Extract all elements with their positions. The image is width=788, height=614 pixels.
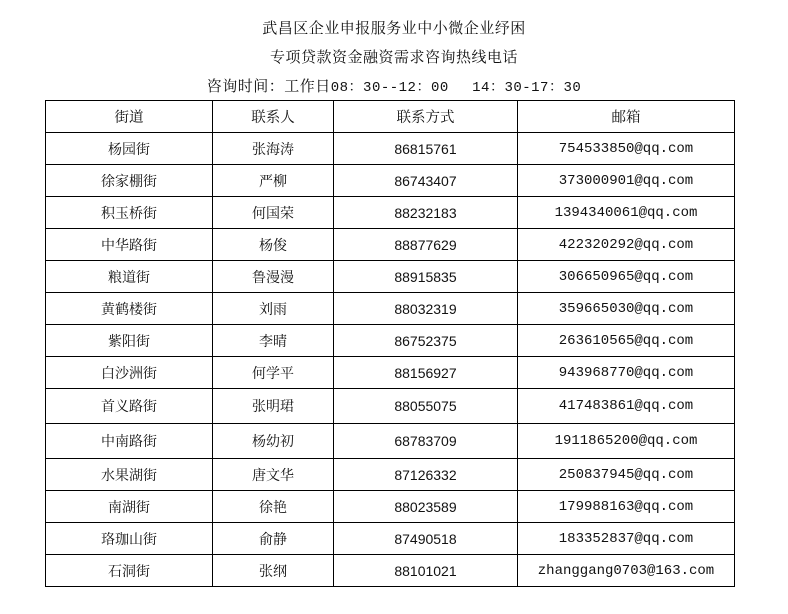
- street-cell: 南湖街: [46, 491, 213, 523]
- header-email: 邮箱: [518, 101, 735, 133]
- contact-cell: 李晴: [213, 325, 334, 357]
- street-cell: 黄鹤楼街: [46, 293, 213, 325]
- email-cell: 373000901@qq.com: [518, 165, 735, 197]
- phone-cell: 88101021: [334, 555, 518, 587]
- street-cell: 积玉桥街: [46, 197, 213, 229]
- email-cell: 417483861@qq.com: [518, 389, 735, 424]
- street-cell: 白沙洲街: [46, 357, 213, 389]
- street-cell: 珞珈山街: [46, 523, 213, 555]
- table-row: [46, 229, 735, 261]
- email-cell: 179988163@qq.com: [518, 491, 735, 523]
- title-line-2: 专项贷款资金融资需求咨询热线电话: [269, 48, 518, 66]
- table-row: [46, 357, 735, 389]
- phone-cell: 88232183: [334, 197, 518, 229]
- table-row: [46, 459, 735, 491]
- phone-cell: 88156927: [334, 357, 518, 389]
- email-cell: 422320292@qq.com: [518, 229, 735, 261]
- email-cell: 359665030@qq.com: [518, 293, 735, 325]
- consult-hours-line: [0, 76, 788, 98]
- table-row: [46, 523, 735, 555]
- contact-cell: 鲁漫漫: [213, 261, 334, 293]
- email-cell: 306650965@qq.com: [518, 261, 735, 293]
- phone-cell: 88023589: [334, 491, 518, 523]
- table-row: [46, 197, 735, 229]
- header-contact: 联系人: [213, 101, 334, 133]
- table-row: [46, 325, 735, 357]
- street-cell: 石洞街: [46, 555, 213, 587]
- email-cell: 754533850@qq.com: [518, 133, 735, 165]
- table-row: [46, 389, 735, 424]
- header-phone: 联系方式: [334, 101, 518, 133]
- contact-cell: 张纲: [213, 555, 334, 587]
- table-row: [46, 133, 735, 165]
- table-row: [46, 555, 735, 587]
- street-cell: 紫阳街: [46, 325, 213, 357]
- email-cell: 263610565@qq.com: [518, 325, 735, 357]
- hotline-table: [45, 100, 735, 587]
- phone-cell: 68783709: [334, 424, 518, 459]
- header-street: 街道: [46, 101, 213, 133]
- table-row: [46, 165, 735, 197]
- phone-cell: 86743407: [334, 165, 518, 197]
- street-cell: 粮道街: [46, 261, 213, 293]
- street-cell: 徐家棚街: [46, 165, 213, 197]
- table-body: [46, 133, 735, 587]
- consult-hours-label: 咨询时间：工作日: [206, 77, 331, 95]
- street-cell: 水果湖街: [46, 459, 213, 491]
- contact-cell: 徐艳: [213, 491, 334, 523]
- email-cell: 943968770@qq.com: [518, 357, 735, 389]
- consult-hours-times: 08：30--12：00 14：30-17：30: [330, 80, 582, 96]
- phone-cell: 86815761: [334, 133, 518, 165]
- street-cell: 中华路街: [46, 229, 213, 261]
- phone-cell: 88877629: [334, 229, 518, 261]
- phone-cell: 88055075: [334, 389, 518, 424]
- contact-cell: 杨俊: [213, 229, 334, 261]
- phone-cell: 88915835: [334, 261, 518, 293]
- table-row: [46, 424, 735, 459]
- contact-cell: 俞静: [213, 523, 334, 555]
- contact-cell: 刘雨: [213, 293, 334, 325]
- contact-cell: 唐文华: [213, 459, 334, 491]
- contact-cell: 何学平: [213, 357, 334, 389]
- street-cell: 中南路街: [46, 424, 213, 459]
- email-cell: 183352837@qq.com: [518, 523, 735, 555]
- phone-cell: 87126332: [334, 459, 518, 491]
- contact-cell: 张明珺: [213, 389, 334, 424]
- table-header-row: [46, 101, 735, 133]
- phone-cell: 86752375: [334, 325, 518, 357]
- email-cell: 1394340061@qq.com: [518, 197, 735, 229]
- street-cell: 杨园街: [46, 133, 213, 165]
- email-cell: zhanggang0703@163.com: [518, 555, 735, 587]
- phone-cell: 88032319: [334, 293, 518, 325]
- email-cell: 250837945@qq.com: [518, 459, 735, 491]
- title-line-1: 武昌区企业申报服务业中小微企业纾困: [262, 19, 526, 37]
- table-row: [46, 261, 735, 293]
- contact-cell: 严柳: [213, 165, 334, 197]
- contact-cell: 张海涛: [213, 133, 334, 165]
- table-row: [46, 491, 735, 523]
- contact-cell: 杨幼初: [213, 424, 334, 459]
- phone-cell: 87490518: [334, 523, 518, 555]
- table-row: [46, 293, 735, 325]
- email-cell: 1911865200@qq.com: [518, 424, 735, 459]
- contact-cell: 何国荣: [213, 197, 334, 229]
- street-cell: 首义路街: [46, 389, 213, 424]
